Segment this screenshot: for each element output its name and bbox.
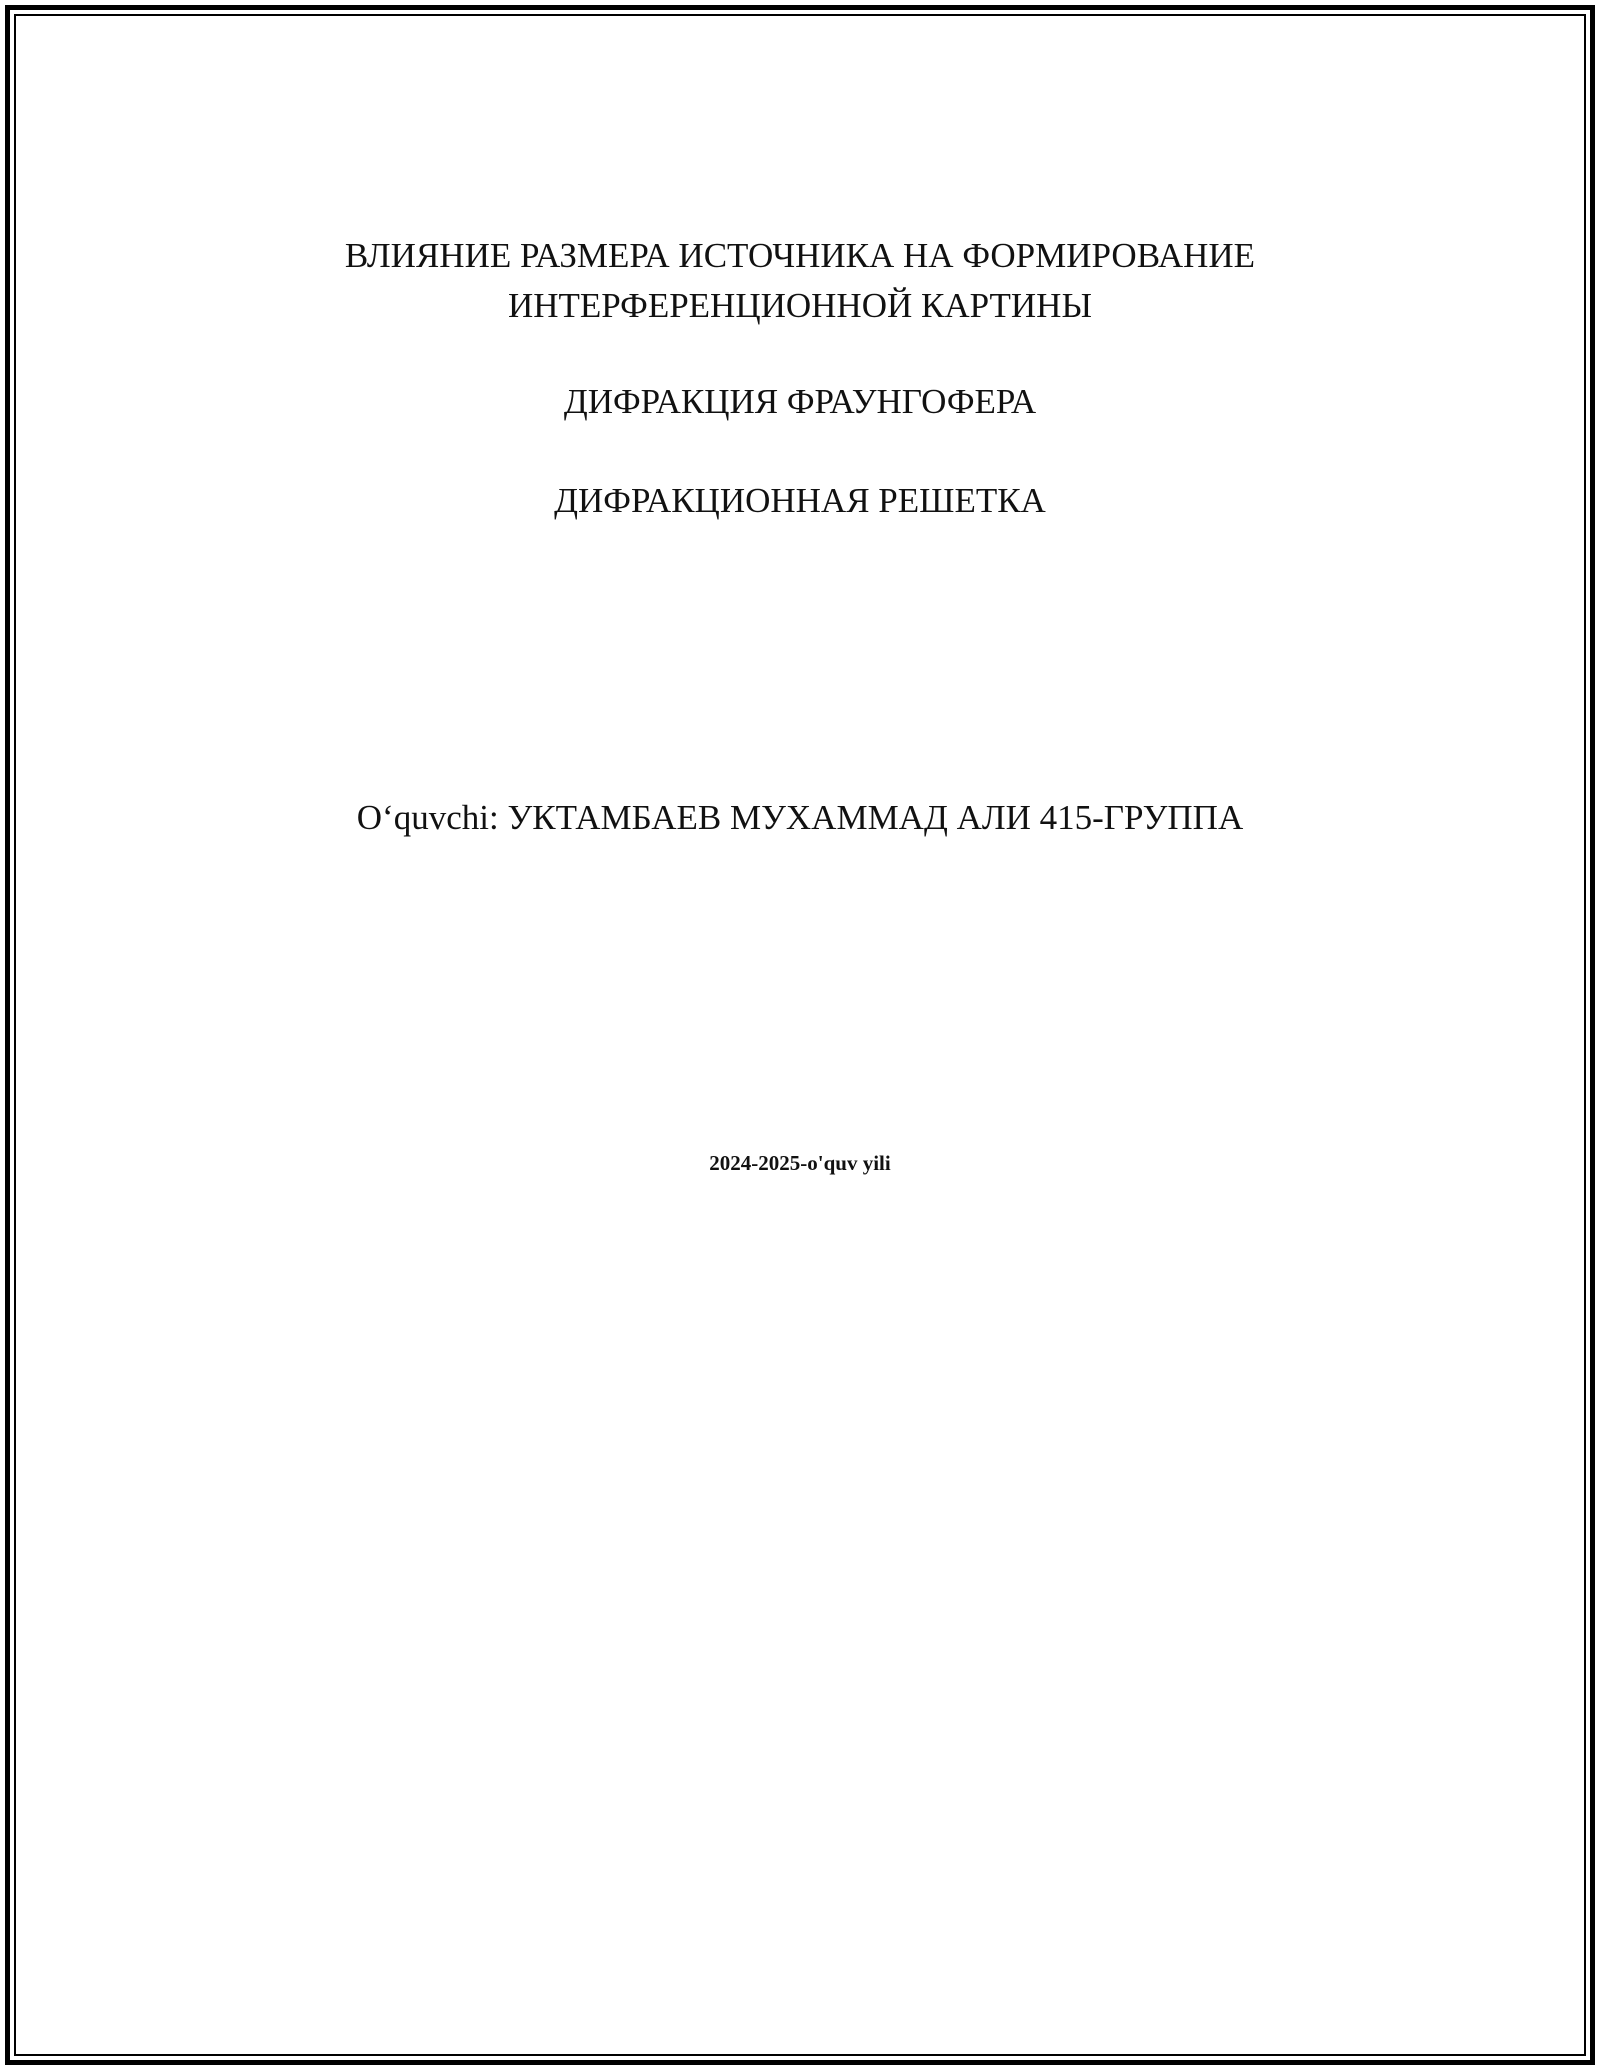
academic-year: 2024-2025-o'quv yili <box>709 1151 891 1175</box>
title-line-1: ВЛИЯНИЕ РАЗМЕРА ИСТОЧНИКА НА ФОРМИРОВАНИЕ <box>344 236 1256 275</box>
title-line-2: ИНТЕРФЕРЕНЦИОННОЙ КАРТИНЫ <box>508 286 1092 325</box>
subtitle-fraunhofer: ДИФРАКЦИЯ ФРАУНГОФЕРА <box>563 382 1037 421</box>
student-line: O‘quvchi: УКТАМБАЕВ МУХАММАД АЛИ 415-ГРУППА <box>356 798 1244 837</box>
subtitle-grating: ДИФРАКЦИОННАЯ РЕШЕТКА <box>554 481 1046 520</box>
